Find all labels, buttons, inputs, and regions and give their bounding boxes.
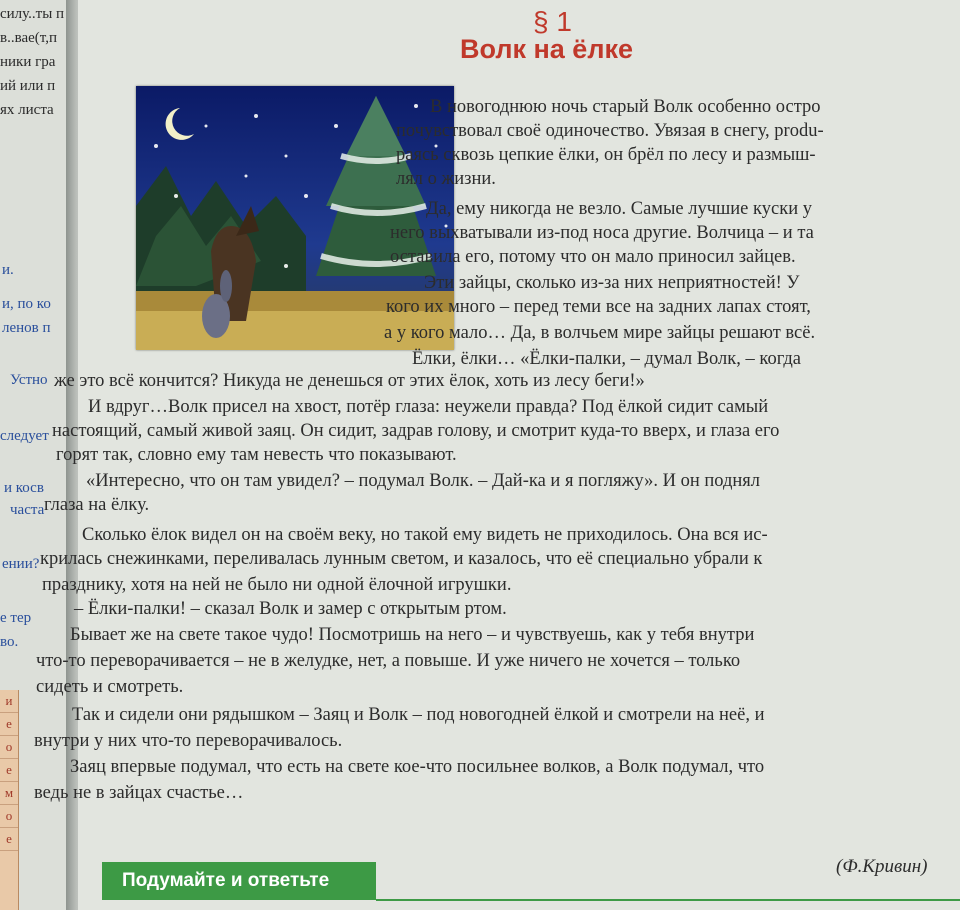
strip-letter: о — [0, 805, 18, 828]
section-heading: Подумайте и ответьте — [122, 870, 330, 891]
text-line: И вдруг…Волк присел на хвост, потёр глаза: неужели правда? Под ёлкой сидит самый — [88, 397, 769, 417]
left-fragment: в..вае(т,п — [0, 30, 57, 46]
left-fragment: ники гра — [0, 54, 56, 70]
left-fragment: Устно — [10, 372, 48, 388]
text-line: Бывает же на свете такое чудо! Посмотришь на него – и чувствуешь, как у тебя внутри — [70, 625, 755, 645]
text-line: же это всё кончится? Никуда не денешься от этих ёлок, хоть из лесу беги!» — [54, 371, 645, 391]
text-line: внутри у них что-то переворачивалось. — [34, 731, 343, 751]
text-line: почувствовал своё одиночество. Увязая в снегу, produ- — [396, 121, 824, 141]
left-fragment: во. — [0, 634, 19, 650]
text-line: ведь не в зайцах счастье… — [34, 783, 244, 803]
section-rule — [376, 899, 960, 901]
strip-letter: е — [0, 759, 18, 782]
section-heading-bar — [102, 862, 376, 900]
strip-letter: е — [0, 713, 18, 736]
left-fragment: и. — [2, 262, 14, 278]
text-line: оставила его, потому что он мало приносил зайцев. — [390, 247, 796, 267]
text-line: крилась снежинками, переливалась лунным светом, и казалось, что её специально убрали к — [40, 549, 763, 569]
left-fragment: ении? — [2, 556, 40, 572]
left-fragment: силу..ты п — [0, 6, 65, 22]
text-line: кого их много – перед теми все на задних лапах стоят, — [386, 297, 811, 317]
section-number: § 1 — [533, 6, 572, 37]
text-line: настоящий, самый живой заяц. Он сидит, задрав голову, и смотрит куда-то вверх, и глаза его — [52, 421, 780, 441]
text-line: что-то переворачивается – не в желудке, нет, а повыше. И уже ничего не хочется – только — [36, 651, 741, 671]
text-line: Ёлки, ёлки… «Ёлки-палки, – думал Волк, – когда — [412, 349, 801, 369]
text-line: него выхватывали из-под носа другие. Волчица – и та — [390, 223, 814, 243]
text-line: горят так, словно ему там невесть что показывают. — [56, 445, 457, 465]
strip-letter: е — [0, 828, 18, 851]
author-signature: (Ф.Кривин) — [836, 856, 928, 877]
left-fragment: ях листа — [0, 102, 54, 118]
left-fragment: е тер — [0, 610, 32, 626]
text-line: – Ёлки-палки! – сказал Волк и замер с открытым ртом. — [74, 599, 507, 619]
text-line: Заяц впервые подумал, что есть на свете кое-что посильнее волков, а Волк подумал, что — [70, 757, 765, 777]
text-line: В новогоднюю ночь старый Волк особенно остро — [430, 97, 821, 117]
left-fragment: и косв — [4, 480, 44, 496]
left-fragment: ленов п — [2, 320, 51, 336]
letter-strip — [0, 690, 19, 910]
strip-letter: и — [0, 690, 18, 713]
text-line: Сколько ёлок видел он на своём веку, но такой ему видеть не приходилось. Она вся ис- — [82, 525, 768, 545]
text-line: Эти зайцы, сколько из-за них неприятностей! У — [424, 273, 800, 293]
left-fragment: часта — [10, 502, 45, 518]
left-fragment: и, по ко — [2, 296, 51, 312]
left-fragment: следует — [0, 428, 49, 444]
text-line: глаза на ёлку. — [44, 495, 150, 515]
text-line: Да, ему никогда не везло. Самые лучшие куски у — [426, 199, 812, 219]
text-line: лял о жизни. — [396, 169, 496, 189]
strip-letter: м — [0, 782, 18, 805]
text-line: раясь сквозь цепкие ёлки, он брёл по лесу и размыш- — [396, 145, 816, 165]
text-line: Так и сидели они рядышком – Заяц и Волк – под новогодней ёлкой и смотрели на неё, и — [72, 705, 765, 725]
text-line: а у кого мало… Да, в волчьем мире зайцы решают всё. — [384, 323, 816, 343]
text-line: сидеть и смотреть. — [36, 677, 184, 697]
text-line: «Интересно, что он там увидел? – подумал Волк. – Дай-ка и я погляжу». И он поднял — [86, 471, 761, 491]
strip-letter: о — [0, 736, 18, 759]
page-title: Волк на ёлке — [460, 34, 634, 64]
right-page — [34, 0, 960, 910]
left-fragment: ий или п — [0, 78, 56, 94]
text-line: празднику, хотя на ней не было ни одной ёлочной игрушки. — [42, 575, 512, 595]
